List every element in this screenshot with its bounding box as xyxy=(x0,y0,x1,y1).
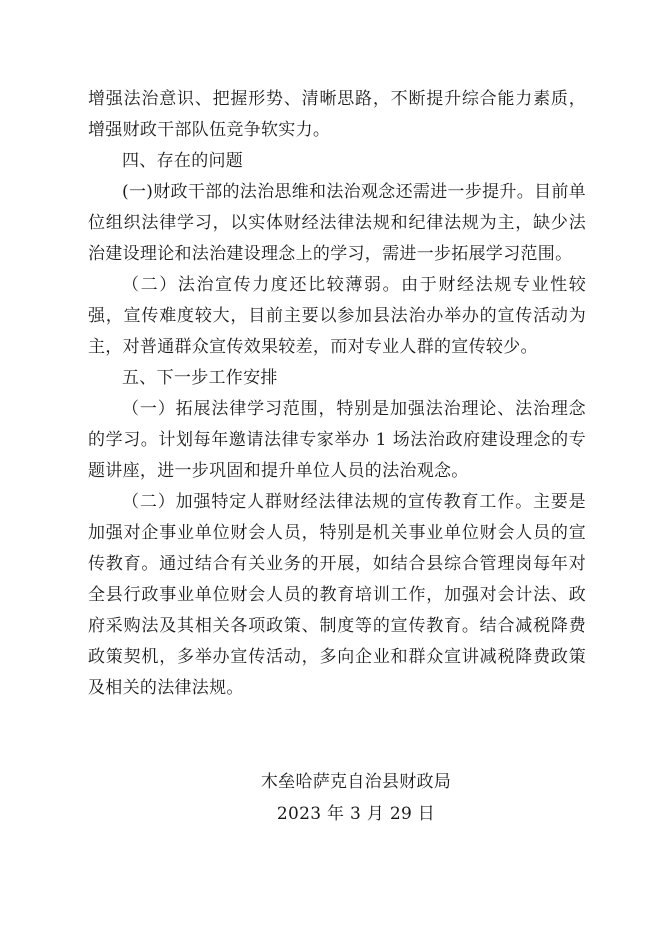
next-step-item-2: （二）加强特定人群财经法律法规的宣传教育工作。主要是加强对企事业单位财会人员，特别是机关事业单位财会人员的宣传教育。通过结合有关业务的开展，如结合县综合管理岗每年对全县行政事业单位财会人员的教育培训工作，加强对会计法、政府采购法及其相关各项政策、制度等的宣传教育。结合减税降费政策契机，多举办宣传活动，多向企业和群众宣讲减税降费政策及相关的法律法规。 xyxy=(88,492,586,698)
section-heading-next-steps: 五、下一步工作安排 xyxy=(122,368,278,388)
problem-item-1: (一)财政干部的法治思维和法治观念还需进一步提升。目前单位组织法律学习，以实体财经法律法规和纪律法规为主，缺少法治建设理论和法治建设理念上的学习，需进一步拓展学习范围。 xyxy=(88,182,586,264)
problem-item-2: （二）法治宣传力度还比较薄弱。由于财经法规专业性较强，宣传难度较大，目前主要以参加县法治办举办的宣传活动为主，对普通群众宣传效果较差，而对专业人群的宣传较少。 xyxy=(88,275,586,357)
signature-date: 2023 年 3 月 29 日 xyxy=(276,804,436,824)
signature-organization: 木垒哈萨克自治县财政局 xyxy=(260,772,452,792)
document-body xyxy=(88,84,586,704)
section-heading-problems: 四、存在的问题 xyxy=(122,151,244,171)
continuation-paragraph: 增强法治意识、把握形势、清晰思路，不断提升综合能力素质，增强财政干部队伍竞争软实力。 xyxy=(88,89,586,140)
next-step-item-1: （一）拓展法律学习范围，特别是加强法治理论、法治理念的学习。计划每年邀请法律专家举办 1 场法治政府建设理念的专题讲座，进一步巩固和提升单位人员的法治观念。 xyxy=(88,399,586,481)
